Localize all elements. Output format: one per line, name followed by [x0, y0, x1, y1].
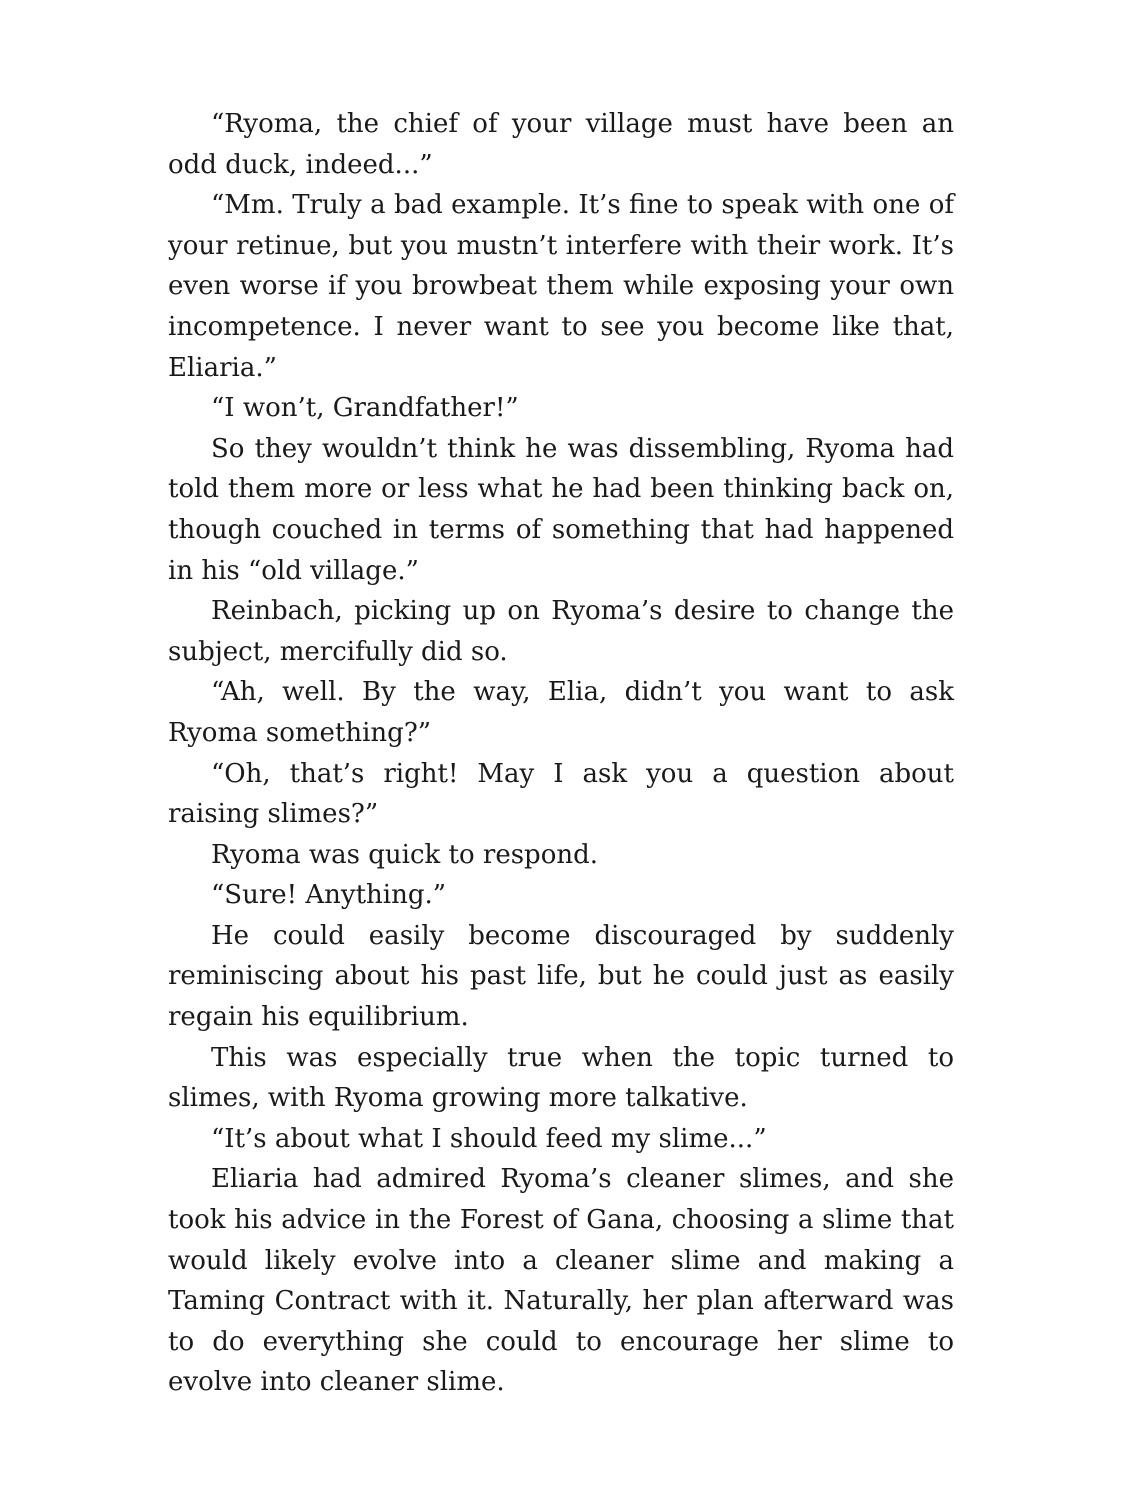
paragraph: “Ryoma, the chief of your village must have been an odd duck, indeed...”: [168, 109, 954, 180]
paragraph: This was especially true when the topic turned to slimes, with Ryoma growing more talkative.: [168, 1042, 954, 1114]
paragraph: “I won’t, Grandfather!”: [211, 393, 519, 424]
paragraph: “Oh, that’s right! May I ask you a question about raising slimes?”: [168, 758, 954, 830]
paragraph: “Sure! Anything.”: [211, 880, 447, 911]
paragraph: “Mm. Truly a bad example. It’s fine to speak with one of your retinue, but you mustn’t interfere with their work. It’s even worse if you browbeat them while exposing your own incompetence. I never want to see you become like that, Eliaria.”: [168, 190, 954, 383]
paragraph: Ryoma was quick to respond.: [211, 839, 599, 870]
paragraph: So they wouldn’t think he was dissembling, Ryoma had told them more or less what he had been thinking back on, though couched in terms of something that had happened in his “old village.”: [168, 433, 954, 586]
paragraph: He could easily become discouraged by suddenly reminiscing about his past life, but he could just as easily regain his equilibrium.: [168, 920, 954, 1033]
paragraph: “Ah, well. By the way, Elia, didn’t you want to ask Ryoma something?”: [168, 677, 954, 748]
paragraph: Reinbach, picking up on Ryoma’s desire to change the subject, mercifully did so.: [168, 596, 954, 667]
paragraph: “It’s about what I should feed my slime...”: [211, 1123, 767, 1154]
book-page: [168, 104, 954, 1403]
paragraph: Eliaria had admired Ryoma’s cleaner slimes, and she took his advice in the Forest of Gana, choosing a slime that would likely evolve into a cleaner slime and making a Taming Contract with it. Naturally, her plan afterward was to do everything she could to encourage her slime to evolve into cleaner slime.: [168, 1164, 954, 1398]
